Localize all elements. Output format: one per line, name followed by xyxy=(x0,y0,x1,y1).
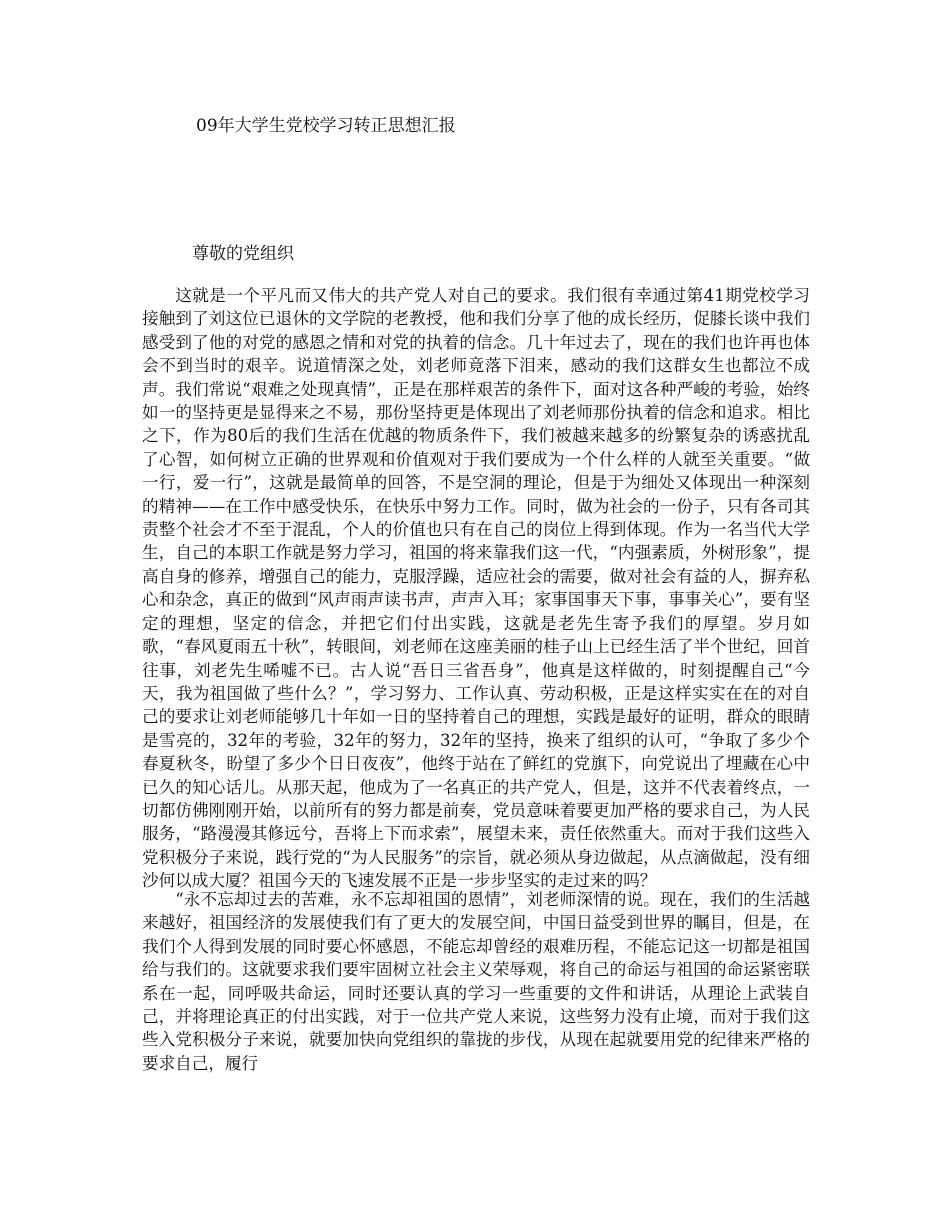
document-title: 09年大学生党校学习转正思想汇报 xyxy=(196,116,456,136)
paragraph-2: “永不忘却过去的苦难，永不忘却祖国的恩情”，刘老师深情的说。现在，我们的生活越来越好，祖国经济的发展使我们有了更大的发展空间，中国日益受到世界的瞩目，但是，在我们个人得到发展的同时要心怀感恩，不能忘却曾经的艰难历程，不能忘记这一切都是祖国给与我们的。这就要求我们要牢固树立社会主义荣辱观，将自己的命运与祖国的命运紧密联系在一起，同呼吸共命运，同时还要认真的学习一些重要的文件和讲话，从理论上武装自己，并将理论真正的付出实践，对于一位共产党人来说，这些努力没有止境，而对于我们这些入党积极分子来说，就要加快向党组织的靠拢的步伐，从现在起就要用党的纪律来严格的要求自己，履行 xyxy=(142,890,810,1073)
salutation: 尊敬的党组织 xyxy=(192,244,294,264)
paragraph-1: 这就是一个平凡而又伟大的共产党人对自己的要求。我们很有幸通过第41期党校学习接触到了刘这位已退休的文学院的老教授，他和我们分享了他的成长经历，促膝长谈中我们感受到了他的对党的感恩之情和对党的执着的信念。几十年过去了，现在的我们也许再也体会不到当时的艰辛。说道情深之处，刘老师竟落下泪来，感动的我们这群女生也都泣不成声。我们常说“艰难之处现真情”，正是在那样艰苦的条件下，面对这各种严峻的考验，始终如一的坚持更是显得来之不易，那份坚持更是体现出了刘老师那份执着的信念和追求。相比之下，作为80后的我们生活在优越的物质条件下，我们被越来越多的纷繁复杂的诱惑扰乱了心智，如何树立正确的世界观和价值观对于我们要成为一个什么样的人就至关重要。“做一行，爱一行”，这就是最简单的回答，不是空洞的理论，但是于为细处又体现出一种深刻的精神——在工作中感受快乐，在快乐中努力工作。同时，做为社会的一份子，只有各司其责整个社会才不至于混乱，个人的价值也只有在自己的岗位上得到体现。作为一名当代大学生，自己的本职工作就是努力学习，祖国的将来靠我们这一代，“内强素质，外树形象”，提高自身的修养，增强自己的能力，克服浮躁，适应社会的需要，做对社会有益的人，摒弃私心和杂念，真正的做到“风声雨声读书声，声声入耳；家事国事天下事，事事关心”，要有坚定的理想，坚定的信念，并把它们付出实践，这就是老先生寄予我们的厚望。岁月如歌，“春风夏雨五十秋”，转眼间，刘老师在这座美丽的桂子山上已经生活了半个世纪，回首往事，刘老先生唏嘘不已。古人说“吾日三省吾身”，他真是这样做的，时刻提醒自己“今天，我为祖国做了些什么？”，学习努力、工作认真、劳动积极，正是这样实实在在的对自己的要求让刘老师能够几十年如一日的坚持着自己的理想，实践是最好的证明，群众的眼睛是雪亮的，32年的考验，32年的努力，32年的坚持，换来了组织的认可，“争取了多少个春夏秋冬，盼望了多少个日日夜夜”，他终于站在了鲜红的党旗下，向党说出了埋藏在心中已久的知心话儿。从那天起，他成为了一名真正的共产党人，但是，这并不代表着终点，一切都仿佛刚刚开始，以前所有的努力都是前奏，党员意味着要更加严格的要求自己，为人民服务，“路漫漫其修远兮，吾将上下而求索”，展望未来，责任依然重大。而对于我们这些入党积极分子来说，践行党的“为人民服务”的宗旨，就必须从身边做起，从点滴做起，没有细沙何以成大厦？祖国今天的飞速发展不正是一步步坚实的走过来的吗？ xyxy=(142,286,810,891)
